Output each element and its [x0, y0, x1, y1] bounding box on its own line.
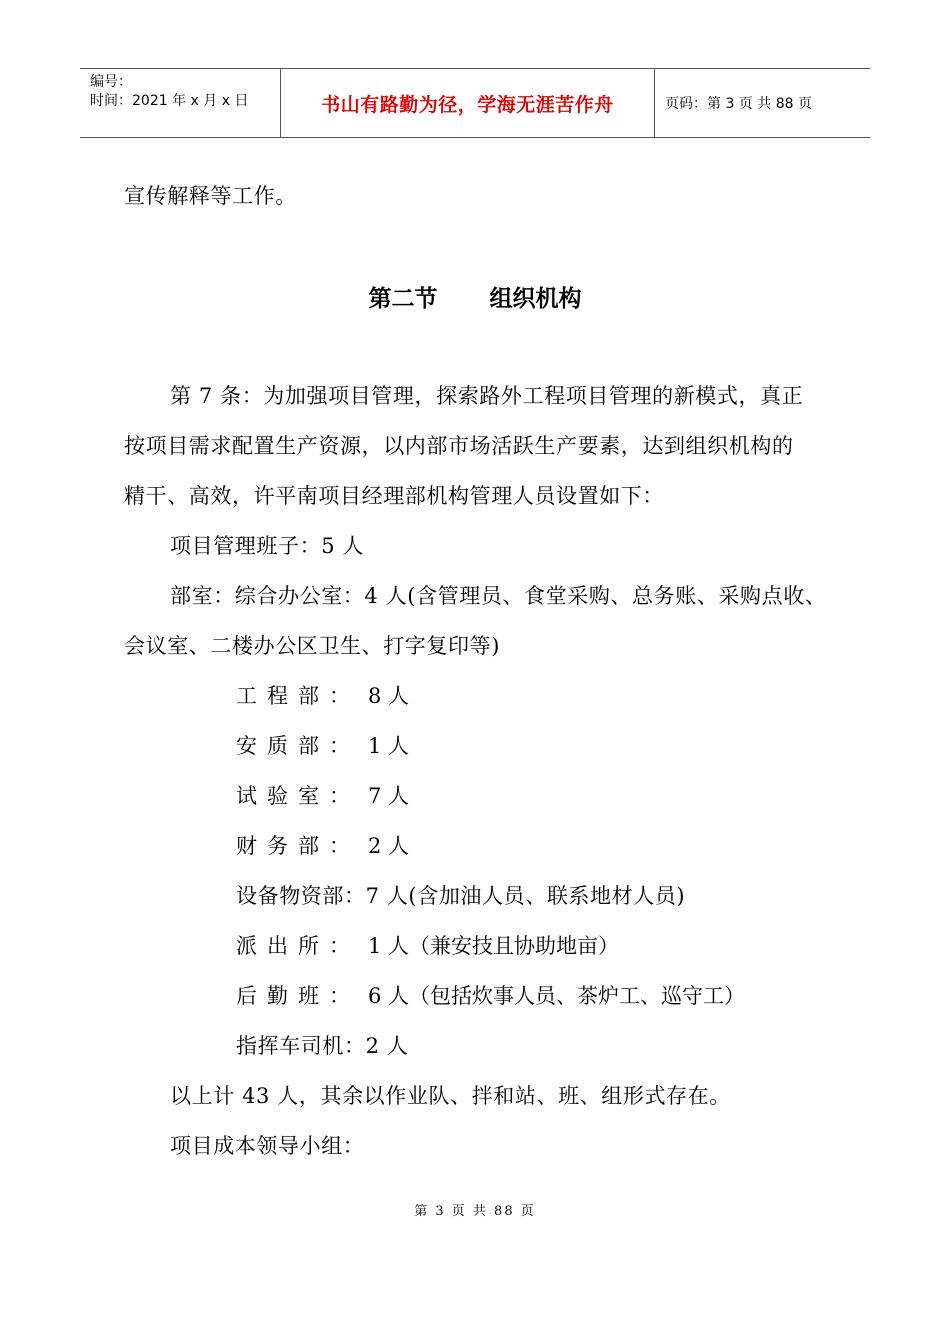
- staff-label: 财务部：: [236, 834, 360, 858]
- section-title: 组织机构: [489, 286, 582, 312]
- staff-label: 工程部：: [236, 684, 360, 708]
- paragraph-line: 精干、高效，许平南项目经理部机构管理人员设置如下：: [124, 484, 664, 508]
- staff-label: 试验室：: [236, 784, 360, 808]
- staff-label: 派出所：: [236, 934, 360, 958]
- staff-value: 1 人: [368, 734, 410, 758]
- header-date: 时间：2021 年 x 月 x 日: [90, 93, 249, 109]
- staff-value: 6 人（包括炊事人员、茶炉工、巡守工）: [368, 984, 746, 1008]
- dept-line: 部室：综合办公室：4 人(含管理员、食堂采购、总务账、采购点收、: [170, 584, 827, 608]
- staff-row: [236, 830, 409, 860]
- staff-value: 8 人: [368, 684, 410, 708]
- staff-label: 安质部：: [236, 734, 360, 758]
- staff-row: [236, 780, 409, 810]
- staff-row: [236, 730, 409, 760]
- staff-row: [236, 930, 619, 960]
- staff-value: 2 人: [368, 834, 410, 858]
- page-header: [80, 68, 870, 138]
- staff-value: 1 人（兼安技且协助地亩）: [368, 934, 620, 958]
- total-line: 以上计 43 人，其余以作业队、拌和站、班、组形式存在。: [170, 1084, 731, 1108]
- page-footer: 第 3 页 共 88 页: [414, 1204, 536, 1219]
- section-heading: [0, 280, 950, 313]
- paragraph-line: 按项目需求配置生产资源，以内部市场活跃生产要素，达到组织机构的: [124, 434, 794, 458]
- dept-line: 会议室、二楼办公区卫生、打字复印等): [124, 634, 500, 658]
- equipment-line: 设备物资部：7 人(含加油人员、联系地材人员): [236, 884, 686, 908]
- staff-row: [236, 680, 409, 710]
- header-motto: 书山有路勤为径，学海无涯苦作舟: [281, 69, 655, 137]
- paragraph-line: 第 7 条：为加强项目管理，探索路外工程项目管理的新模式，真正: [170, 384, 804, 408]
- team-line: 项目管理班子：5 人: [170, 534, 365, 558]
- section-number: 第二节: [368, 286, 438, 312]
- cost-group-line: 项目成本领导小组：: [170, 1134, 365, 1158]
- staff-label: 后勤班：: [236, 984, 360, 1008]
- continuation-text: 宣传解释等工作。: [124, 184, 297, 208]
- header-number: 编号：: [90, 74, 132, 90]
- driver-line: 指挥车司机：2 人: [236, 1034, 409, 1058]
- staff-value: 7 人: [368, 784, 410, 808]
- staff-row: [236, 980, 745, 1010]
- header-meta: [80, 69, 281, 137]
- header-page-info: 页码：第 3 页 共 88 页: [665, 96, 812, 112]
